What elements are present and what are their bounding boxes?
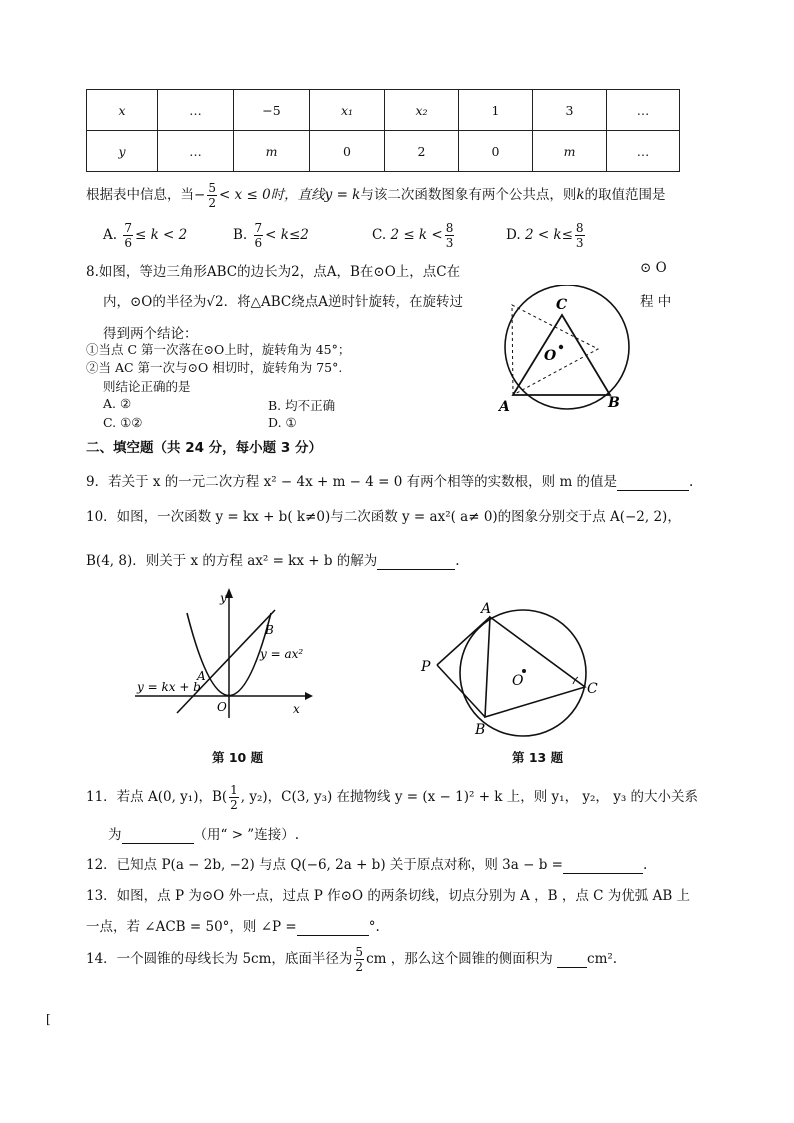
q7-option-c: C. 2 ≤ k < $\frac{8}{3}$: [372, 221, 454, 250]
label-c: C: [587, 681, 598, 697]
table-cell: y: [87, 131, 158, 172]
q7-option-d: D. 2 < k≤ $\frac{8}{3}$: [506, 221, 584, 250]
table-cell: 1: [459, 90, 533, 131]
q14: 14．一个圆锥的母线长为 5cm，底面半径为 $\frac{5}{2}$ cm ，那么这个圆锥的侧面积为 cm².: [86, 945, 618, 974]
table-cell: 3: [533, 90, 607, 131]
triangle-abc: [513, 315, 610, 395]
line-equation: y = kx + b: [137, 680, 201, 694]
figure-10-caption: 第 10 题: [212, 750, 264, 765]
table-cell: …: [607, 90, 680, 131]
q13-line1: 13．如图，点 P 为⊙O 外一点，过点 P 作⊙O 的两条切线，切点分别为 A ，B ，点 C 为优弧 AB 上: [86, 888, 691, 904]
value-table: [86, 89, 680, 172]
label-c: C: [556, 297, 568, 313]
label-o: O: [544, 348, 557, 364]
figure-13-caption: 第 13 题: [512, 750, 564, 765]
table-row-x: [87, 90, 680, 131]
q14-blank: [557, 951, 587, 968]
q10-line2: B(4, 8)．则关于 x 的方程 ax² = kx + b 的解为 .: [86, 553, 460, 569]
label-b: B: [475, 722, 486, 738]
q12-blank: [563, 857, 643, 874]
table-cell: −5: [234, 90, 310, 131]
tangent-pa: [437, 617, 490, 665]
q7-option-a: A. $\frac{7}{6}$ ≤ k < 2: [103, 221, 188, 250]
table-cell: m: [533, 131, 607, 172]
table-row-y: [87, 131, 680, 172]
q8-option-b: B. 均不正确: [268, 398, 336, 413]
q7-stem-text: k: [576, 187, 585, 203]
x-axis-arrow: [305, 692, 313, 700]
origin-label: O: [217, 700, 227, 714]
table-cell: x₂: [385, 90, 459, 131]
q11-line1: 11．若点 A(0, y₁)，B( $\frac{1}{2}$ , y₂)，C(3, y₃) 在抛物线 y = (x − 1)² + k 上，则 y₁， y₂， y₃ 的大小关系: [86, 783, 699, 812]
label-b: B: [608, 395, 620, 411]
q10-blank: [377, 553, 455, 570]
q10-figure: [125, 578, 325, 768]
table-cell: 2: [385, 131, 459, 172]
q11-line2: 为 （用“ > ”连接）.: [108, 827, 299, 843]
q7-stem-text: 与该二次函数图象有两个公共点，则: [360, 187, 577, 203]
parabola-equation: y = ax²: [260, 647, 304, 661]
q8-line2: 内，⊙O的半径为√2．将△ABC绕点A逆时针旋转，在旋转过: [103, 294, 463, 310]
y-axis-label: y: [220, 591, 227, 605]
point-a-label: A: [197, 669, 206, 683]
table-cell: x₁: [310, 90, 385, 131]
q8-conclusion-1: ①当点 C 第一次落在⊙O上时，旋转角为 45°；: [86, 342, 351, 357]
q13-figure: [415, 595, 615, 740]
margin-mark: [: [46, 1012, 51, 1026]
q9: 9．若关于 x 的一元二次方程 x² − 4x + m − 4 = 0 有两个相等的实数根，则 m 的值是 .: [86, 474, 694, 490]
table-cell: x: [87, 90, 158, 131]
q8-option-a: A. ②: [103, 396, 132, 411]
center-dot: [559, 345, 563, 349]
label-o: O: [512, 673, 524, 689]
q8-line1-right: ⊙ O: [640, 260, 667, 276]
label-a: A: [499, 399, 510, 415]
q7-stem-text: < x ≤ 0时，直线: [218, 187, 325, 203]
line-kx-b: [177, 610, 275, 713]
point-b-label: B: [265, 623, 274, 637]
section-title-fill-in: 二、填空题（共 24 分，每小题 3 分）: [86, 440, 322, 456]
q13-line2: 一点，若 ∠ACB = 50°，则 ∠P = °.: [86, 919, 380, 935]
table-cell: m: [234, 131, 310, 172]
q7-stem-text: 的取值范围是: [584, 187, 666, 203]
table-cell: …: [607, 131, 680, 172]
label-p: P: [421, 659, 431, 675]
tangent-pb: [437, 665, 485, 717]
q7-stem: [86, 182, 666, 209]
q13-blank: [297, 919, 369, 936]
q7-option-b: B. $\frac{7}{6}$ < k≤2: [233, 221, 309, 250]
q8-option-d: D. ①: [268, 415, 297, 430]
label-a: A: [481, 601, 492, 617]
q8-line2-right: 程 中: [640, 294, 672, 310]
q9-blank: [617, 474, 689, 491]
table-cell: …: [158, 90, 234, 131]
q8-ask: 则结论正确的是: [103, 379, 191, 394]
table-cell: 0: [459, 131, 533, 172]
q8-line1: 8.如图，等边三角形ABC的边长为2，点A，B在⊙O上，点C在: [86, 264, 461, 280]
q8-conclusion-2: ②当 AC 第一次与⊙O 相切时，旋转角为 75°.: [86, 360, 343, 375]
q8-option-c: C. ①②: [103, 415, 143, 430]
x-axis-label: x: [293, 702, 300, 716]
q7-stem-text: 根据表中信息，当: [86, 187, 194, 203]
q11-blank: [122, 827, 194, 844]
q7-minus: −: [194, 187, 206, 203]
table-cell: 0: [310, 131, 385, 172]
q8-figure: [490, 285, 640, 415]
q8-line3: 得到两个结论：: [103, 326, 198, 342]
q10-line1: 10．如图，一次函数 y = kx + b( k≠0)与二次函数 y = ax²( a≠ 0)的图象分别交于点 A(−2, 2)，: [86, 509, 681, 525]
q7-stem-text: y = k: [324, 187, 361, 203]
q7-fraction: $\frac{5}{2}$: [208, 181, 216, 210]
q12: 12．已知点 P(a − 2b, −2) 与点 Q(−6, 2a + b) 关于原点对称，则 3a − b = .: [86, 857, 648, 873]
table-cell: …: [158, 131, 234, 172]
